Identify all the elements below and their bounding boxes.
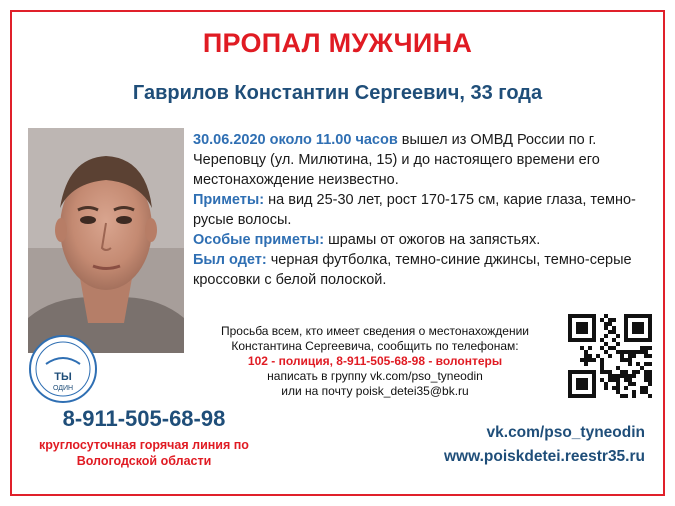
hotline-line-1: круглосуточная горячая линия по xyxy=(39,438,249,452)
hotline-description xyxy=(28,437,260,469)
features-paragraph xyxy=(193,190,663,230)
volunteer-logo xyxy=(28,334,98,404)
request-line-2: Константина Сергеевича, сообщить по телефонам: xyxy=(231,339,519,353)
missing-person-details xyxy=(193,130,663,290)
disappearance-text: вышел из ОМВД России по г. Череповцу (ул. Милютина, 15) и до настоящего времени его местонахождение неизвестно. xyxy=(193,132,600,188)
disappearance-paragraph xyxy=(193,130,663,190)
clothes-label: Был одет: xyxy=(193,252,267,268)
qr-code-icon xyxy=(568,314,652,398)
clothes-paragraph xyxy=(193,250,663,290)
features-text: на вид 25-30 лет, рост 170-175 см, карие глаза, темно-русые волосы. xyxy=(193,192,636,228)
date-time: 30.06.2020 около 11.00 часов xyxy=(193,132,398,148)
qr-code[interactable] xyxy=(568,314,652,398)
hotline-line-2: Вологодской области xyxy=(76,454,212,468)
vk-link[interactable]: vk.com/pso_tyneodin xyxy=(486,424,645,441)
clothes-text: черная футболка, темно-синие джинсы, темно-серые кроссовки с белой полоской. xyxy=(193,252,632,288)
request-phones: 102 - полиция, 8-911-505-68-98 - волонтеры xyxy=(247,354,503,368)
request-line-1: Просьба всем, кто имеет сведения о местонахождении xyxy=(220,324,530,338)
request-email: или на почту poisk_detei35@bk.ru xyxy=(281,384,469,398)
hotline-phone[interactable]: 8-911-505-68-98 xyxy=(62,406,226,431)
contact-request xyxy=(195,324,555,399)
special-features-text: шрамы от ожогов на запястьях. xyxy=(324,232,541,248)
missing-person-photo xyxy=(28,128,184,353)
features-label: Приметы: xyxy=(193,192,265,208)
special-features-paragraph xyxy=(193,230,663,250)
ty-ne-odin-logo-icon xyxy=(28,334,98,404)
missing-person-name: Гаврилов Константин Сергеевич, 33 года xyxy=(132,82,543,104)
site-link[interactable]: www.poiskdetei.reestr35.ru xyxy=(443,448,645,465)
headline: ПРОПАЛ МУЖЧИНА xyxy=(202,28,473,58)
special-features-label: Особые приметы: xyxy=(193,232,325,248)
svg-text:ТЫ: ТЫ xyxy=(54,371,72,383)
svg-text:ОДИН: ОДИН xyxy=(52,385,74,392)
portrait-illustration xyxy=(28,128,184,353)
request-group: написать в группу vk.com/pso_tyneodin xyxy=(267,369,483,383)
